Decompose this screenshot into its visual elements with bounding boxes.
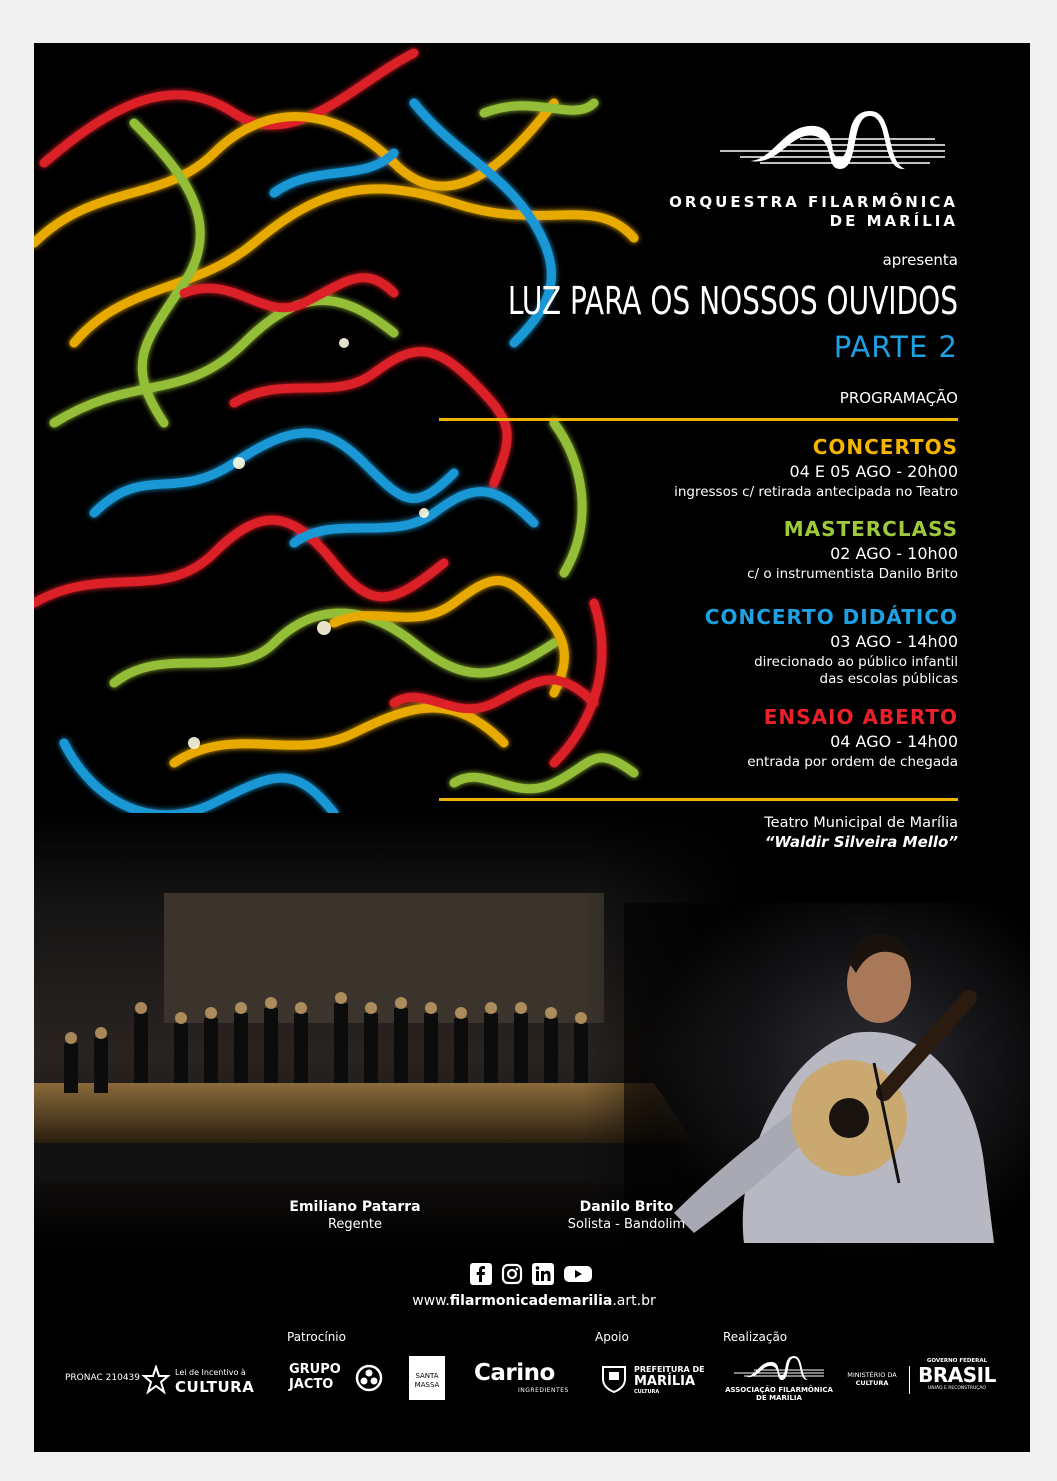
grupo-jacto-line1: GRUPO <box>289 1362 341 1377</box>
event-item <box>438 705 958 771</box>
assoc-line2: DE MARÍLIA <box>756 1394 802 1402</box>
event-item-desc: c/ o instrumentista Danilo Brito <box>747 566 958 582</box>
venue <box>558 815 958 851</box>
event-item-title: ENSAIO ABERTO <box>763 705 958 729</box>
poster <box>34 43 1030 1452</box>
gov-federal-logo <box>914 1358 1000 1391</box>
grupo-jacto-line2: JACTO <box>289 1377 334 1392</box>
lei-incentivo-big: CULTURA <box>175 1378 255 1396</box>
event-item <box>438 435 958 501</box>
prefeitura-line1: PREFEITURA DE <box>634 1365 705 1374</box>
carino-logo: Carino <box>474 1360 555 1386</box>
instagram-icon[interactable] <box>501 1263 523 1285</box>
event-item-when: 04 AGO - 14h00 <box>830 732 958 751</box>
title-wrap <box>358 279 958 329</box>
santa-massa-line2: MASSA <box>414 1381 440 1389</box>
grupo-jacto-logo <box>289 1362 341 1392</box>
website-link[interactable] <box>334 1293 734 1309</box>
event-item-title: MASTERCLASS <box>783 517 958 541</box>
ministerio-line1: MINISTÉRIO DA <box>847 1371 897 1379</box>
youtube-icon[interactable] <box>563 1263 593 1285</box>
event-item-desc: entrada por ordem de chegada <box>747 754 958 770</box>
lei-incentivo-icon <box>140 1365 172 1395</box>
conductor-name: Emiliano Patarra <box>289 1199 421 1215</box>
conductor-credit <box>275 1199 435 1232</box>
gov-top: GOVERNO FEDERAL <box>926 1358 988 1364</box>
programming-label: PROGRAMAÇÃO <box>839 389 958 407</box>
website-domain: filarmonicademarilia <box>449 1293 613 1309</box>
santa-massa-logo <box>409 1356 445 1400</box>
realization-label: Realização <box>723 1330 788 1344</box>
footer-separator <box>909 1366 910 1394</box>
facebook-icon[interactable] <box>470 1263 492 1285</box>
event-item-desc: direcionado ao público infantil <box>754 654 958 670</box>
assoc-line1: ASSOCIAÇÃO FILARMÔNICA <box>725 1386 833 1394</box>
ministerio-line2: CULTURA <box>855 1379 889 1387</box>
org-name-line1: ORQUESTRA FILARMÔNICA <box>669 193 958 211</box>
event-item-when: 04 E 05 AGO - 20h00 <box>789 462 958 481</box>
event-item-when: 02 AGO - 10h00 <box>830 544 958 563</box>
sponsorship-label: Patrocínio <box>287 1330 346 1344</box>
event-item-title: CONCERTOS <box>812 435 958 459</box>
linkedin-icon[interactable] <box>532 1263 554 1285</box>
divider-bottom <box>439 798 958 801</box>
assoc-text <box>714 1386 844 1402</box>
divider-top <box>439 418 958 421</box>
marilia-crest-icon <box>599 1363 629 1393</box>
support-label: Apoio <box>595 1330 629 1344</box>
event-item-desc: das escolas públicas <box>819 671 958 687</box>
venue-name: Teatro Municipal de Marília <box>764 815 958 831</box>
jacto-emblem-icon <box>355 1364 383 1392</box>
event-item-when: 03 AGO - 14h00 <box>830 632 958 651</box>
event-item-title: CONCERTO DIDÁTICO <box>704 605 958 629</box>
santa-massa-line1: SANTA <box>415 1372 439 1380</box>
soloist-name: Danilo Brito <box>579 1199 674 1215</box>
org-name-line2: DE MARÍLIA <box>829 212 958 230</box>
assoc-logo-icon <box>734 1356 824 1384</box>
lei-incentivo-small: Lei de Incentivo à <box>175 1368 246 1377</box>
presents-label: apresenta <box>882 251 958 269</box>
soloist-credit <box>539 1199 714 1232</box>
website-post: .art.br <box>612 1293 656 1309</box>
event-item-desc: ingressos c/ retirada antecipada no Teatro <box>674 484 958 500</box>
event-item <box>438 605 958 688</box>
prefeitura-line3: CULTURA <box>634 1389 660 1395</box>
conductor-role: Regente <box>327 1217 383 1232</box>
org-name <box>618 193 958 231</box>
event-part: PARTE 2 <box>833 330 958 364</box>
website-pre: www. <box>412 1293 450 1309</box>
carino-subtitle: INGREDIENTES <box>518 1387 569 1394</box>
prefeitura-line2: MARÍLIA <box>634 1374 696 1389</box>
soloist-role: Solista - Bandolim <box>567 1217 686 1232</box>
pronac-number: PRONAC 210439 <box>65 1373 140 1383</box>
event-item <box>438 517 958 583</box>
gov-sub: UNIÃO E RECONSTRUÇÃO <box>928 1386 986 1391</box>
event-title: LUZ PARA OS NOSSOS OUVIDOS <box>507 279 958 323</box>
ministerio-logo <box>842 1371 902 1387</box>
venue-honoree: “Waldir Silveira Mello” <box>764 833 958 851</box>
orchestra-logo-icon <box>720 111 945 177</box>
gov-main: BRASIL <box>918 1363 996 1387</box>
prefeitura-logo <box>634 1365 705 1395</box>
